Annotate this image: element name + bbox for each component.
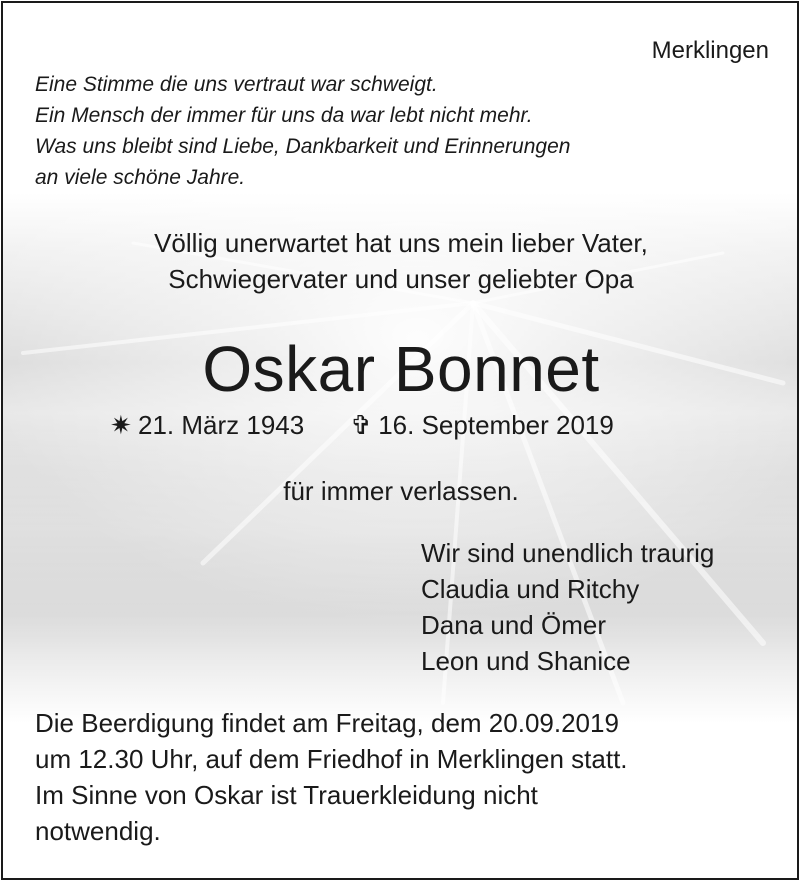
- left-text: für immer verlassen.: [283, 476, 519, 506]
- poem-line: Ein Mensch der immer für uns da war lebt nicht mehr.: [35, 104, 533, 127]
- poem-line: Eine Stimme die uns vertraut war schweigt.: [35, 73, 438, 96]
- mourners-list: [421, 535, 714, 679]
- birth-star-icon: ✷: [110, 410, 132, 440]
- death-date: 16. September 2019: [378, 410, 614, 440]
- obituary-notice: [1, 1, 799, 880]
- death-cross-icon: ✞: [350, 410, 373, 440]
- location-label: Merklingen: [651, 37, 769, 64]
- funeral-line: Im Sinne von Oskar ist Trauerkleidung nicht: [35, 780, 538, 810]
- mourners-line: Claudia und Ritchy: [421, 574, 640, 604]
- poem-line: Was uns bleibt sind Liebe, Dankbarkeit und Erinnerungen: [35, 135, 571, 158]
- birth-date: 21. März 1943: [138, 410, 305, 440]
- mourners-line: Wir sind unendlich traurig: [421, 538, 715, 568]
- funeral-line: notwendig.: [35, 816, 161, 846]
- life-dates: [110, 407, 614, 443]
- deceased-name: Oskar Bonnet: [202, 333, 600, 405]
- funeral-details: [35, 705, 628, 849]
- mourners-line: Dana und Ömer: [421, 610, 606, 640]
- funeral-line: Die Beerdigung findet am Freitag, dem 20.09.2019: [35, 708, 619, 738]
- intro-line: Schwiegervater und unser geliebter Opa: [168, 264, 634, 294]
- memorial-poem: [35, 69, 570, 193]
- intro-line: Völlig unerwartet hat uns mein lieber Vater,: [154, 228, 648, 258]
- funeral-line: um 12.30 Uhr, auf dem Friedhof in Merklingen statt.: [35, 744, 628, 774]
- mourners-line: Leon und Shanice: [421, 646, 631, 676]
- intro-text: [3, 225, 799, 297]
- poem-line: an viele schöne Jahre.: [35, 166, 246, 189]
